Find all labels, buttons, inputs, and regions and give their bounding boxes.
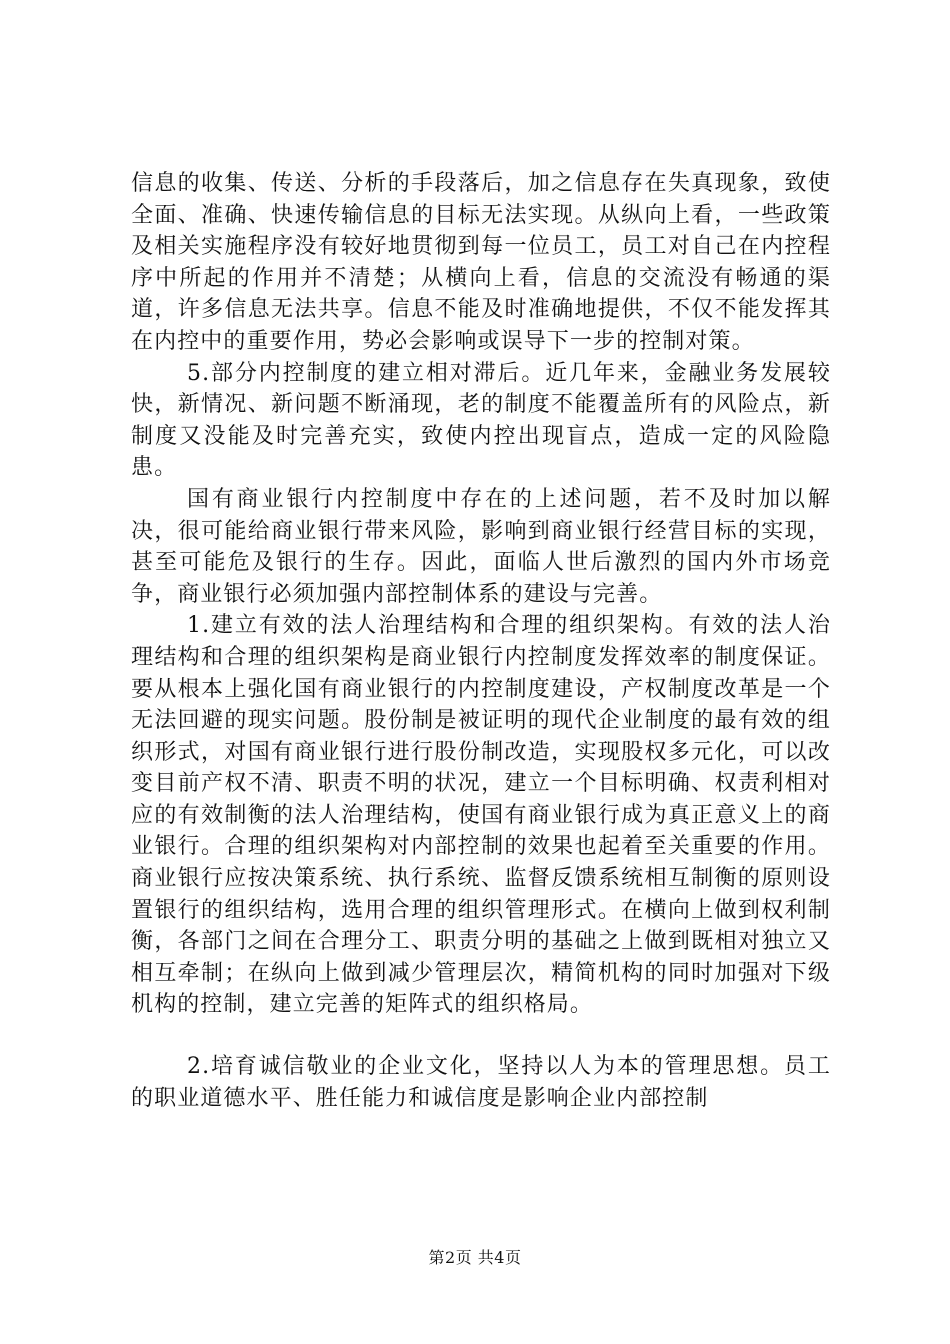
paragraph-point-5: 5.部分内控制度的建立相对滞后。近几年来，金融业务发展较快，新情况、新问题不断涌现，老的制度不能覆盖所有的风险点，新制度又没能及时完善充实，致使内控出现盲点，造成一定的风险隐患。 xyxy=(131,360,831,481)
paragraph-measure-1: 1.建立有效的法人治理结构和合理的组织架构。有效的法人治理结构和合理的组织架构是商业银行内控制度发挥效率的制度保证。要从根本上强化国有商业银行的内控制度建设，产权制度改革是一个无法回避的现实问题。股份制是被证明的现代企业制度的最有效的组织形式，对国有商业银行进行股份制改造，实现股权多元化，可以改变目前产权不清、职责不明的状况，建立一个目标明确、权责利相对应的有效制衡的法人治理结构，使国有商业银行成为真正意义上的商业银行。合理的组织架构对内部控制的效果也起着至关重要的作用。商业银行应按决策系统、执行系统、监督反馈系统相互制衡的原则设置银行的组织结构，选用合理的组织管理形式。在横向上做到权利制衡，各部门之间在合理分工、职责分明的基础之上做到既相对独立又相互牵制；在纵向上做到减少管理层次，精简机构的同时加强对下级机构的控制，建立完善的矩阵式的组织格局。 xyxy=(131,613,831,1018)
paragraph-measure-2: 2.培育诚信敬业的企业文化，坚持以人为本的管理思想。员工的职业道德水平、胜任能力和诚信度是影响企业内部控制 xyxy=(131,1054,831,1111)
paragraph-information-issues: 信息的收集、传送、分析的手段落后，加之信息存在失真现象，致使全面、准确、快速传输信息的目标无法实现。从纵向上看，一些政策及相关实施程序没有较好地贯彻到每一位员工，员工对自己在内控程序中所起的作用并不清楚；从横向上看，信息的交流没有畅通的渠道，许多信息无法共享。信息不能及时准确地提供，不仅不能发挥其在内控中的重要作用，势必会影响或误导下一步的控制对策。 xyxy=(131,171,831,354)
paragraph-summary: 国有商业银行内控制度中存在的上述问题，若不及时加以解决，很可能给商业银行带来风险，影响到商业银行经营目标的实现，甚至可能危及银行的生存。因此，面临人世后激烈的国内外市场竞争，商业银行必须加强内部控制体系的建设与完善。 xyxy=(131,486,831,607)
document-body xyxy=(131,168,831,1114)
page-number-footer: 第2页 共4页 xyxy=(428,1248,522,1267)
